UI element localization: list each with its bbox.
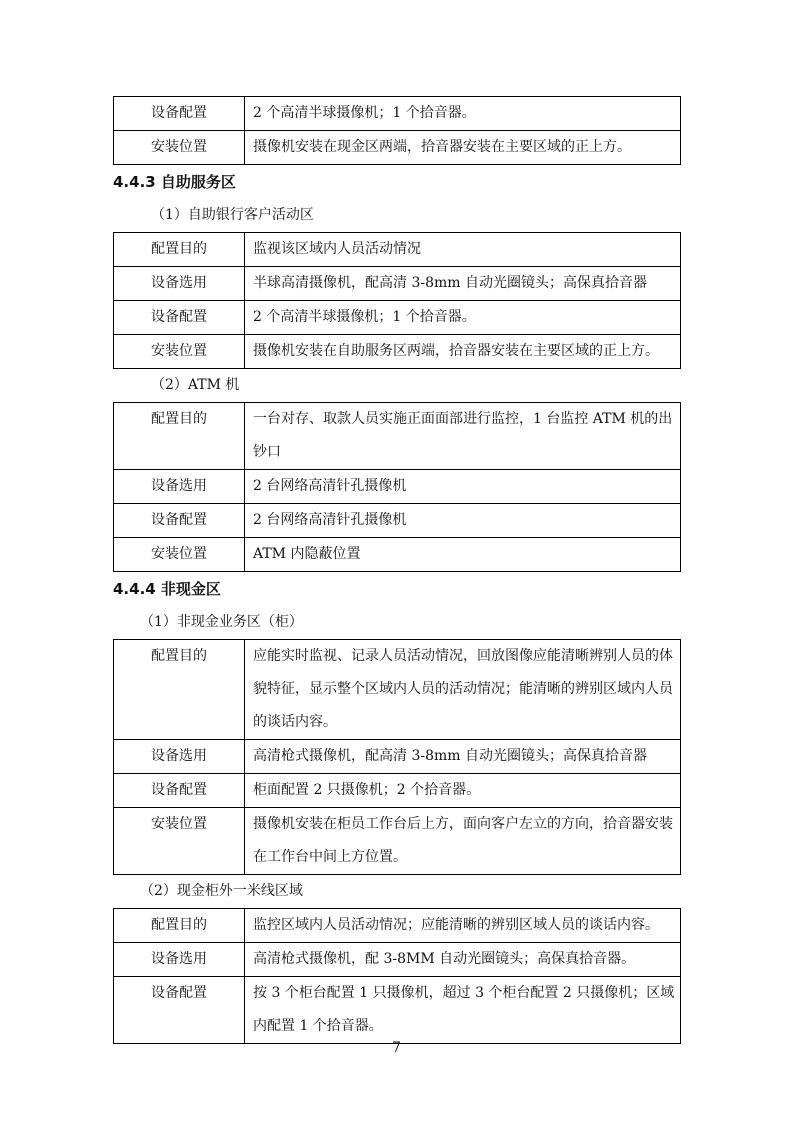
row-label: 设备配置 — [114, 504, 245, 538]
subsection-title: （2）ATM 机 — [151, 377, 240, 393]
table-row — [114, 403, 681, 470]
table-row — [114, 504, 681, 538]
config-table — [113, 402, 681, 572]
config-table — [113, 908, 681, 1044]
table-row — [114, 538, 681, 572]
row-value: 高清枪式摄像机，配 3-8MM 自动光圈镜头；高保真拾音器。 — [245, 943, 681, 977]
subsection-title: （2）现金柜外一米线区域 — [140, 883, 303, 899]
row-value: 按 3 个柜台配置 1 只摄像机，超过 3 个柜台配置 2 只摄像机；区域内配置 1 个拾音器。 — [245, 977, 681, 1044]
row-label: 设备选用 — [114, 267, 245, 301]
row-label: 设备配置 — [114, 977, 245, 1044]
row-label: 配置目的 — [114, 233, 245, 267]
section-heading: 4.4.3 自助服务区 — [113, 173, 236, 191]
row-value: 2 个高清半球摄像机；1 个拾音器。 — [245, 301, 681, 335]
table-row — [114, 335, 681, 369]
page-number: 7 — [392, 1040, 401, 1056]
row-value: 半球高清摄像机，配高清 3-8mm 自动光圈镜头；高保真拾音器 — [245, 267, 681, 301]
row-value: 监控区域内人员活动情况；应能清晰的辨别区域人员的谈话内容。 — [245, 909, 681, 943]
subsection-title: （1）自助银行客户活动区 — [151, 207, 314, 223]
config-table — [113, 232, 681, 369]
table-row — [114, 97, 681, 131]
row-label: 安装位置 — [114, 335, 245, 369]
row-label: 设备选用 — [114, 470, 245, 504]
row-label: 设备配置 — [114, 301, 245, 335]
row-value: ATM 内隐蔽位置 — [245, 538, 681, 572]
table-row — [114, 640, 681, 740]
row-label: 设备选用 — [114, 943, 245, 977]
row-value: 高清枪式摄像机，配高清 3-8mm 自动光圈镜头；高保真拾音器 — [245, 740, 681, 774]
row-value: 柜面配置 2 只摄像机；2 个拾音器。 — [245, 774, 681, 808]
table-row — [114, 808, 681, 875]
row-label: 设备选用 — [114, 740, 245, 774]
table-row — [114, 977, 681, 1044]
table-row — [114, 740, 681, 774]
table-row — [114, 909, 681, 943]
table-row — [114, 131, 681, 165]
table-row — [114, 233, 681, 267]
row-label: 配置目的 — [114, 909, 245, 943]
table-row — [114, 267, 681, 301]
row-label: 配置目的 — [114, 403, 245, 470]
table-row — [114, 301, 681, 335]
row-label: 配置目的 — [114, 640, 245, 740]
section-heading: 4.4.4 非现金区 — [113, 580, 221, 598]
row-value: 2 台网络高清针孔摄像机 — [245, 470, 681, 504]
row-label: 安装位置 — [114, 538, 245, 572]
row-value: 2 个高清半球摄像机；1 个拾音器。 — [245, 97, 681, 131]
row-value: 2 台网络高清针孔摄像机 — [245, 504, 681, 538]
table-row — [114, 943, 681, 977]
table-row — [114, 774, 681, 808]
config-table — [113, 639, 681, 875]
row-label: 设备配置 — [114, 774, 245, 808]
row-value: 一台对存、取款人员实施正面面部进行监控，1 台监控 ATM 机的出钞口 — [245, 403, 681, 470]
document-body — [113, 96, 681, 1044]
table-row — [114, 470, 681, 504]
row-value: 摄像机安装在自助服务区两端，拾音器安装在主要区域的正上方。 — [245, 335, 681, 369]
row-label: 设备配置 — [114, 97, 245, 131]
row-value: 应能实时监视、记录人员活动情况，回放图像应能清晰辨别人员的体貌特征，显示整个区域内人员的活动情况；能清晰的辨别区域内人员的谈话内容。 — [245, 640, 681, 740]
row-value: 监视该区域内人员活动情况 — [245, 233, 681, 267]
row-value: 摄像机安装在现金区两端，拾音器安装在主要区域的正上方。 — [245, 131, 681, 165]
row-label: 安装位置 — [114, 808, 245, 875]
row-label: 安装位置 — [114, 131, 245, 165]
row-value: 摄像机安装在柜员工作台后上方，面向客户左立的方向，拾音器安装在工作台中间上方位置。 — [245, 808, 681, 875]
config-table — [113, 96, 681, 165]
subsection-title: （1）非现金业务区（柜） — [140, 614, 303, 630]
